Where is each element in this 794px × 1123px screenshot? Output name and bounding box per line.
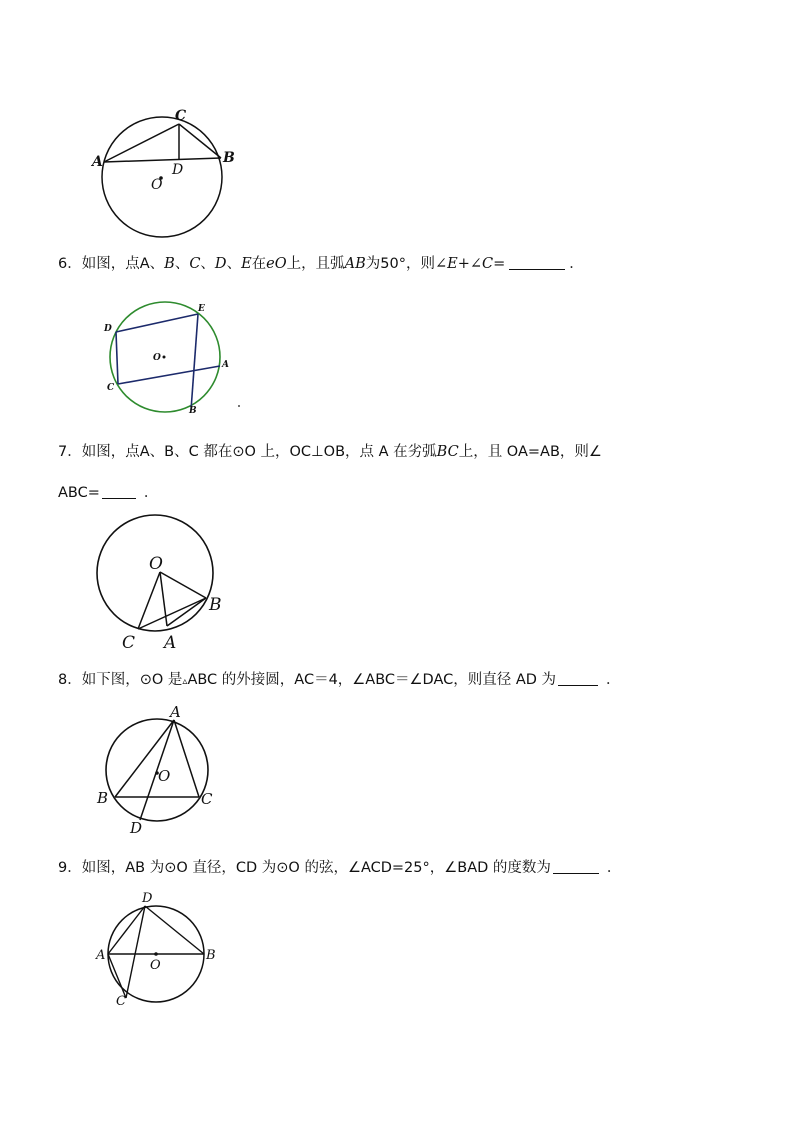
label-a: A bbox=[164, 633, 177, 653]
chord-ca bbox=[118, 366, 220, 384]
stray-dot bbox=[238, 405, 240, 407]
label-b: B bbox=[189, 406, 197, 416]
triangle-symbol: ▵ bbox=[182, 676, 188, 687]
segment-ob bbox=[160, 572, 206, 598]
chord-ab bbox=[104, 158, 221, 162]
figure-9 bbox=[92, 885, 222, 1010]
question-6: 6．如图，点A、B、C、D、E在eO上，且弧AB为50°，则∠E+∠C= ． bbox=[58, 256, 584, 272]
arc-bc: BC bbox=[436, 444, 459, 460]
question-7-line-2: ABC= ． bbox=[58, 485, 159, 501]
label-o: O bbox=[149, 554, 163, 574]
label-o: O bbox=[151, 177, 163, 193]
label-c: C bbox=[122, 633, 136, 653]
label-a: A bbox=[96, 948, 106, 963]
label-b: B bbox=[97, 789, 109, 807]
label-a: A bbox=[222, 360, 229, 370]
segment-cb bbox=[179, 124, 221, 158]
label-o: O bbox=[158, 767, 171, 785]
segment-ac bbox=[174, 720, 199, 797]
figure-8 bbox=[92, 700, 222, 840]
q6-number: 6． bbox=[58, 256, 82, 272]
answer-blank-7[interactable] bbox=[102, 484, 136, 499]
label-d: D bbox=[104, 324, 112, 334]
question-7-line-1: 7．如图，点A、B、C 都在⊙O 上，OC⊥OB，点 A 在劣弧BC上，且 OA=AB，则∠ bbox=[58, 444, 602, 460]
label-c: C bbox=[116, 994, 126, 1009]
figure-5 bbox=[90, 100, 250, 240]
label-b: B bbox=[209, 595, 222, 615]
label-c: C bbox=[201, 790, 213, 808]
chord-dc bbox=[116, 332, 118, 384]
label-b: B bbox=[223, 150, 235, 166]
label-c: C bbox=[107, 383, 115, 393]
chord-cd bbox=[126, 906, 145, 998]
answer-blank-8[interactable] bbox=[558, 671, 598, 686]
label-d: D bbox=[130, 819, 143, 837]
segment-db bbox=[145, 906, 204, 954]
question-8: 8．如下图，⊙O 是▵ABC 的外接圆，AC＝4，∠ABC＝∠DAC，则直径 AD 为 ． bbox=[58, 672, 621, 688]
label-d: D bbox=[172, 162, 184, 178]
label-c: C bbox=[175, 108, 187, 124]
label-o: O bbox=[150, 958, 161, 973]
segment-ac bbox=[104, 124, 179, 162]
chord-eb bbox=[191, 314, 198, 410]
label-a: A bbox=[170, 703, 181, 721]
label-d: D bbox=[142, 891, 153, 906]
figure-6 bbox=[100, 295, 250, 420]
label-e: E bbox=[198, 304, 205, 314]
answer-blank-6[interactable] bbox=[509, 255, 565, 270]
segment-ac bbox=[108, 954, 126, 998]
figure-7 bbox=[90, 510, 240, 655]
label-a: A bbox=[92, 154, 103, 170]
answer-blank-9[interactable] bbox=[553, 859, 599, 874]
center-dot bbox=[154, 952, 158, 956]
label-o: O bbox=[153, 353, 161, 363]
question-9: 9．如图，AB 为⊙O 直径，CD 为⊙O 的弦，∠ACD=25°，∠BAD 的度数为 ． bbox=[58, 860, 622, 876]
center-dot bbox=[163, 356, 166, 359]
label-b: B bbox=[206, 948, 216, 963]
